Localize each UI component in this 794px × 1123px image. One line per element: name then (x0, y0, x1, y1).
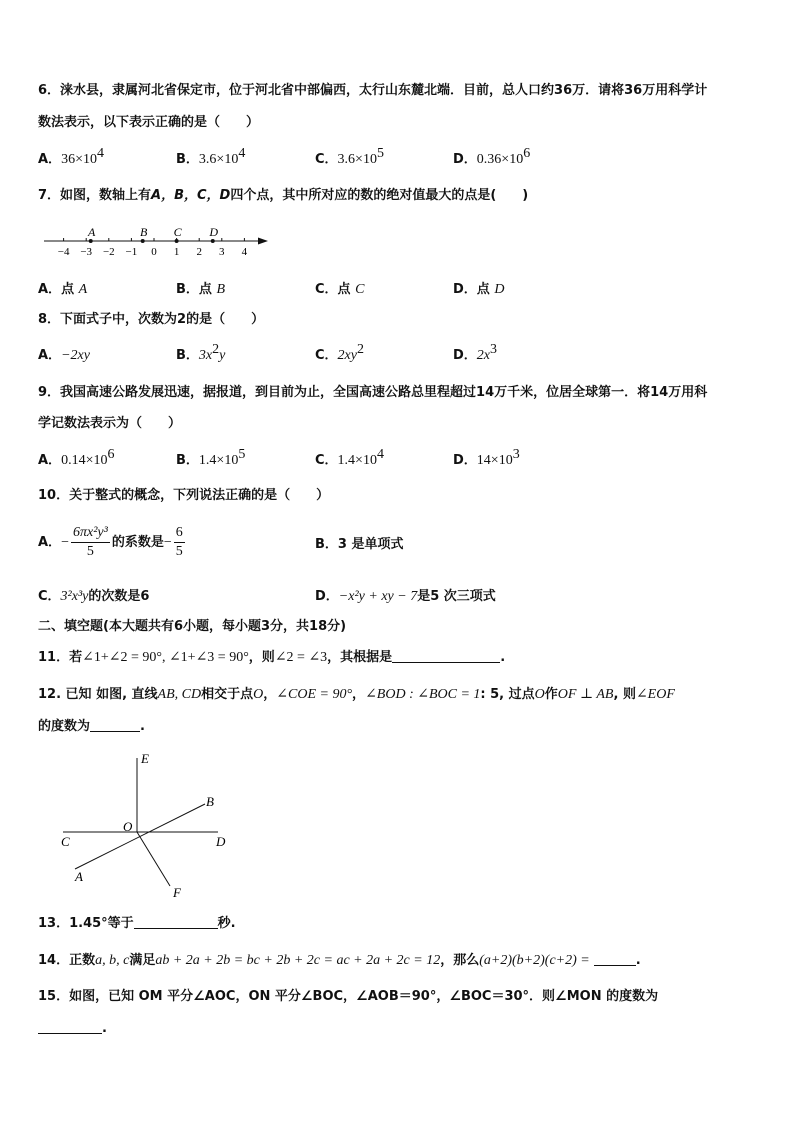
q15-answer-blank[interactable] (38, 1019, 102, 1034)
label-f: F (173, 885, 181, 900)
q10-option-c: C．3²x³y的次数是6 (38, 589, 150, 604)
number-line-tick-label: −1 (125, 246, 138, 258)
section-2-heading: 二、填空题(本大题共有6小题，每小题3分，共18分) (38, 619, 347, 634)
q7-option-d: D．点 D (453, 282, 505, 297)
number-line-arrow (258, 238, 268, 245)
q9-option-c: C．$1.4\times 10^4$ (315, 447, 384, 468)
q7-option-c: C．点 C (315, 282, 365, 297)
label-b: B (206, 794, 214, 809)
number-line-tick-label: 0 (151, 246, 157, 258)
q9-stem-line1: 9．我国高速公路发展迅速，据报道，到目前为止，全国高速公路总里程超过14万千米，位居全球第一．将14万用科 (38, 385, 708, 400)
number-line-tick-label: −2 (102, 246, 115, 258)
label-e: E (141, 751, 149, 766)
label-d: D (216, 834, 226, 849)
q8-stem: 8．下面式子中，次数为2的是（ ） (38, 312, 265, 327)
q11-stem: 11．若∠1+∠2 = 90°, ∠1+∠3 = 90°，则∠2 = ∠3，其根据是 . (38, 650, 506, 665)
q12-answer-blank[interactable] (90, 717, 140, 732)
q10-stem: 10．关于整式的概念，下列说法正确的是（ ） (38, 488, 330, 503)
q10-a-fraction-2: $\frac{6}{5}$ (175, 525, 183, 559)
q15-stem-line1: 15．如图，已知 OM 平分∠AOC，ON 平分∠BOC，∠AOB＝90°，∠BOC＝30°．则∠MON 的度数为 (38, 989, 659, 1004)
number-line-tick-label: 4 (241, 246, 248, 258)
number-line-tick-label: −4 (57, 246, 70, 258)
q14-answer-blank[interactable] (594, 951, 636, 966)
q7-number-line (40, 222, 272, 262)
number-line-point-label-c: C (173, 225, 182, 239)
q9-option-a: A．$0.14\times 10^6$ (38, 447, 115, 468)
q8-option-b: B．$3x^2y$ (176, 342, 226, 363)
q7-option-b: B．点 B (176, 282, 226, 297)
q10-a-fraction-1: $\frac{\text{6πx²y³}}{5}$ (72, 525, 108, 559)
number-line-point-label-b: B (140, 225, 148, 239)
q6-stem-line2: 数法表示，以下表示正确的是（ ） (38, 115, 260, 130)
q9-option-d: D．$14\times 10^3$ (453, 447, 520, 468)
q8-option-a: A．−2xy (38, 348, 90, 363)
q10-option-b: B．3 是单项式 (315, 537, 404, 552)
ray-of (137, 832, 170, 886)
q7-stem: 7．如图，数轴上有A，B，C，D四个点，其中所对应的数的绝对值最大的点是( ) (38, 188, 529, 203)
label-c: C (61, 834, 70, 849)
q6-option-d: D．$0.36\times 10^6$ (453, 146, 531, 167)
number-line-point-label-a: A (88, 225, 96, 239)
q9-stem-line2: 学记数法表示为（ ） (38, 416, 182, 431)
q13-stem: 13．1.45°等于 秒. (38, 916, 236, 931)
q6-option-b: B．$3.6\times 10^4$ (176, 146, 246, 167)
label-a: A (75, 869, 83, 884)
q8-option-c: C．$2xy^2$ (315, 342, 364, 363)
q9-option-b: B．$1.4\times 10^5$ (176, 447, 246, 468)
q12-stem-line1: 12. 已知 如图, 直线AB, CD相交于点O，∠COE = 90°，∠BOD : ∠BOC = 1: 5, 过点O作OF ⊥ AB, 则∠EOF (38, 687, 675, 702)
number-line-tick-label: 2 (196, 246, 202, 258)
number-line-point-label-d: D (209, 225, 219, 239)
number-line-tick-label: −3 (80, 246, 93, 258)
q7-option-a: A．点 A (38, 282, 88, 297)
q12-stem-line2: 的度数为 . (38, 719, 145, 734)
q6-option-a: A．$36\times 10^4$ (38, 146, 104, 167)
q14-stem: 14．正数a, b, c满足ab + 2a + 2b = bc + 2b + 2c = ac + 2a + 2c = 12，那么(a+2)(b+2)(c+2) = . (38, 953, 641, 968)
q12-figure (55, 748, 245, 900)
q11-answer-blank[interactable] (392, 648, 500, 663)
q6-option-c: C．$3.6\times 10^5$ (315, 146, 384, 167)
number-line-tick-label: 3 (219, 246, 225, 258)
q15-stem-line2: . (38, 1019, 107, 1039)
q10-option-d: D．−x²y + xy − 7是5 次三项式 (315, 589, 496, 604)
q6-stem-line1: 6．涞水县，隶属河北省保定市，位于河北省中部偏西，太行山东麓北端．目前，总人口约36万．请将36万用科学计 (38, 83, 708, 98)
q13-answer-blank[interactable] (134, 914, 218, 929)
q8-option-d: D．$2x^3$ (453, 342, 498, 363)
q10-option-a: A． − $\frac{\text{6πx²y³}}{5}$ 的系数是 − $\frac{6}{5}$ (38, 525, 183, 559)
label-o: O (123, 819, 133, 834)
number-line-tick-label: 1 (173, 246, 180, 258)
